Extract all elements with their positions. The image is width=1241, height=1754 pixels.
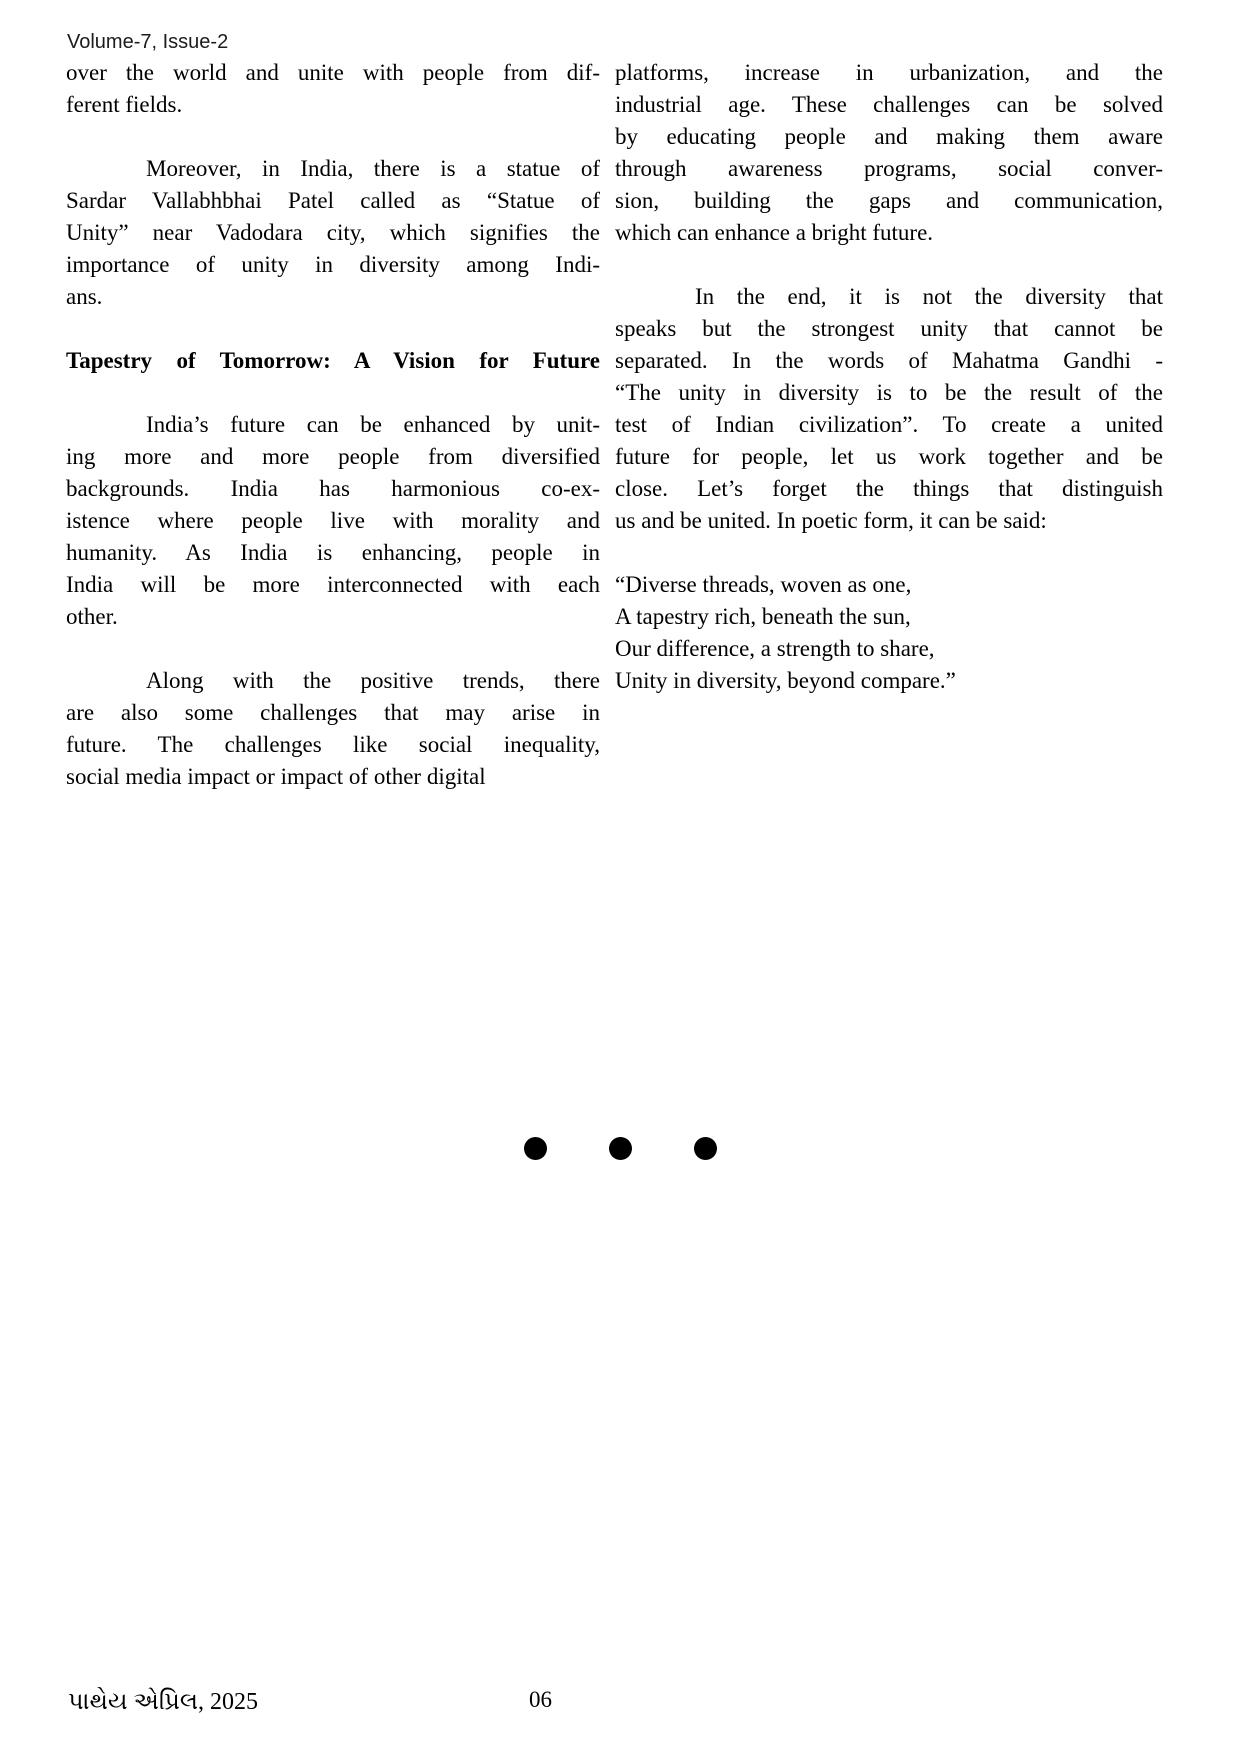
text-line: by educating people and making them aware (615, 124, 1163, 149)
text-line: istence where people live with morality and (66, 508, 600, 533)
text-line: backgrounds. India has harmonious co-ex- (66, 476, 600, 501)
paragraph (66, 665, 600, 793)
separator-dot-icon (609, 1137, 632, 1160)
text-line: importance of unity in diversity among Indi- (66, 252, 600, 277)
text-line: Sardar Vallabhbhai Patel called as “Statue of (66, 188, 600, 213)
text-line: ing more and more people from diversified (66, 444, 600, 469)
paragraph (66, 409, 600, 633)
text-line: us and be united. In poetic form, it can be said: (615, 508, 1047, 533)
text-line: future. The challenges like social inequality, (66, 732, 600, 757)
text-line: future for people, let us work together and be (615, 444, 1163, 469)
text-line: A tapestry rich, beneath the sun, (615, 604, 911, 629)
text-line: “The unity in diversity is to be the result of the (615, 380, 1163, 405)
paragraph (615, 281, 1163, 537)
text-line: which can enhance a bright future. (615, 220, 934, 245)
text-line: through awareness programs, social conver- (615, 156, 1163, 181)
text-line: separated. In the words of Mahatma Gandhi - (615, 348, 1163, 373)
text-line: Unity” near Vadodara city, which signifies the (66, 220, 600, 245)
text-line: India’s future can be enhanced by unit- (146, 412, 600, 437)
heading-text: Tapestry of Tomorrow: A Vision for Future (66, 348, 600, 373)
footer-publication-date: પાથેય એપ્રિલ, 2025 (68, 1689, 258, 1715)
separator-dot-icon (524, 1137, 547, 1160)
poem (615, 569, 1163, 697)
text-line: speaks but the strongest unity that cannot be (615, 316, 1163, 341)
paragraph (66, 57, 600, 121)
text-line: India will be more interconnected with each (66, 572, 600, 597)
text-line: close. Let’s forget the things that distinguish (615, 476, 1163, 501)
right-column (615, 57, 1163, 697)
text-line: social media impact or impact of other digital (66, 764, 486, 789)
text-line: In the end, it is not the diversity that (695, 284, 1163, 309)
text-line: platforms, increase in urbanization, and the (615, 60, 1163, 85)
section-heading (66, 345, 600, 377)
left-column (66, 57, 600, 793)
text-line: “Diverse threads, woven as one, (615, 572, 912, 597)
text-line: ans. (66, 284, 103, 309)
text-line: other. (66, 604, 118, 629)
text-line: test of Indian civilization”. To create a united (615, 412, 1163, 437)
text-line: industrial age. These challenges can be solved (615, 92, 1163, 117)
text-line: Along with the positive trends, there (146, 668, 600, 693)
text-line: Our difference, a strength to share, (615, 636, 935, 661)
separator-dot-icon (694, 1137, 717, 1160)
paragraph (66, 153, 600, 313)
text-line: over the world and unite with people from dif- (66, 60, 600, 85)
text-line: Moreover, in India, there is a statue of (146, 156, 600, 181)
text-line: humanity. As India is enhancing, people in (66, 540, 600, 565)
text-line: ferent fields. (66, 92, 183, 117)
text-line: Unity in diversity, beyond compare.” (615, 668, 956, 693)
text-line: are also some challenges that may arise in (66, 700, 600, 725)
text-line: sion, building the gaps and communication, (615, 188, 1163, 213)
text-columns (66, 57, 1163, 793)
issue-label: Volume-7, Issue-2 (67, 31, 229, 53)
paragraph (615, 57, 1163, 249)
section-separator-dots (0, 1137, 1241, 1160)
page-number: 06 (529, 1687, 552, 1712)
